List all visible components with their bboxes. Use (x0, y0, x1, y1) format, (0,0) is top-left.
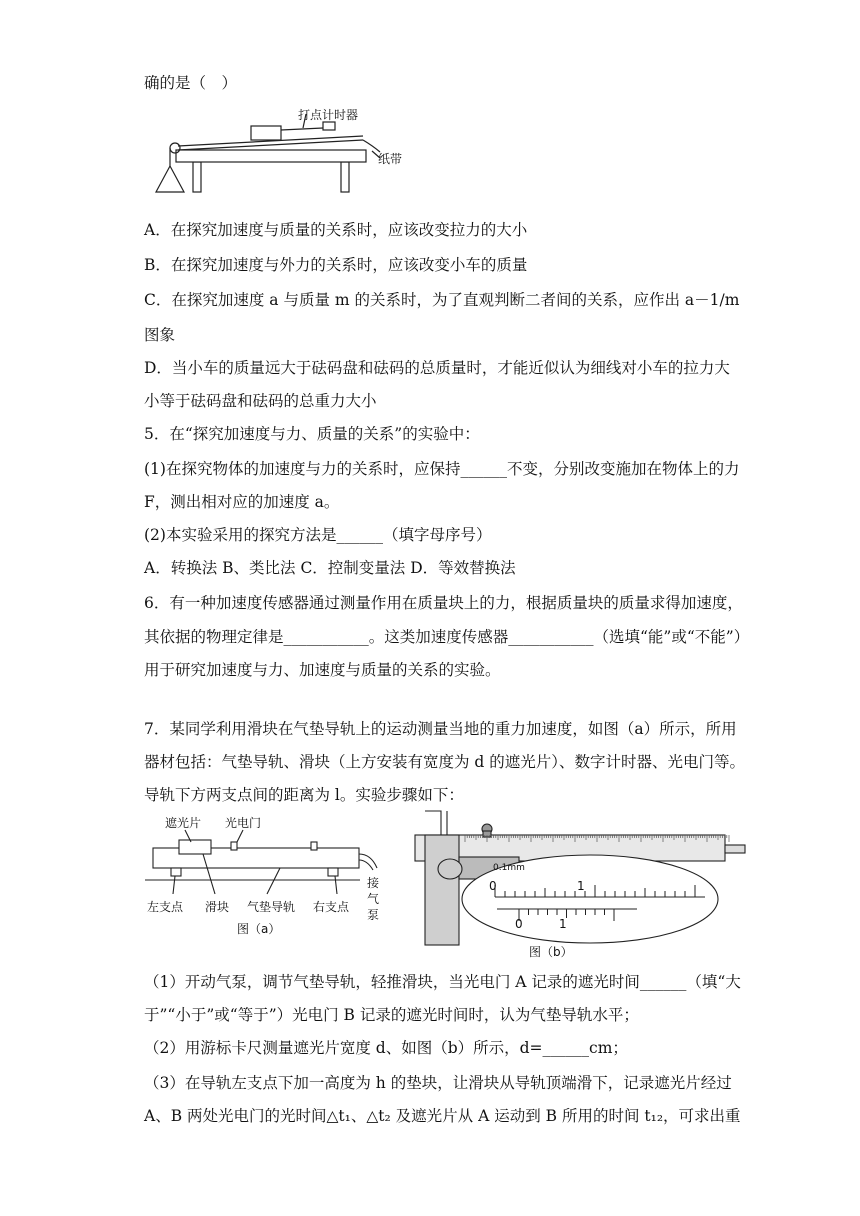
air-track-figure (145, 812, 395, 940)
option-d: D．当小车的质量远大于砝码盘和砝码的总质量时，才能近似认为细线对小车的拉力大 (144, 359, 730, 377)
q7-cont-2: 导轨下方两支点间的距离为 l。实验步骤如下： (144, 786, 464, 804)
q6-cont-2: 用于研究加速度与力、加速度与质量的关系的实验。 (144, 661, 501, 679)
option-d-cont: 小等于砝码盘和砝码的总重力大小 (144, 392, 377, 410)
q7-step3-cont: A、B 两处光电门的光时间△t₁、△t₂ 及遮光片从 A 运动到 B 所用的时间 t₁₂，可求出重 (144, 1107, 741, 1125)
q6-cont-1: 其依据的物理定律是___________。这类加速度传感器___________（选填“能”或“不能”） (144, 628, 750, 646)
option-c: C．在探究加速度 a 与质量 m 的关系时，为了直观判断二者间的关系，应作出 a－1/m (144, 291, 740, 309)
q7-cont-1: 器材包括：气垫导轨、滑块（上方安装有宽度为 d 的遮光片）、数字计时器、光电门等。 (144, 753, 746, 771)
main-one-label: 1 (577, 879, 585, 893)
q5-part1-cont: F，测出相对应的加速度 a。 (144, 493, 340, 511)
question-6: 6．有一种加速度传感器通过测量作用在质量块上的力，根据质量块的质量求得加速度， (144, 594, 743, 612)
question-5: 5．在“探究加速度与力、质量的关系”的实验中： (144, 425, 480, 443)
vernier-zero-label: 0 (515, 917, 523, 931)
label-air-track: 气垫导轨 (247, 900, 296, 914)
q7-step1: （1）开动气泵，调节气垫导轨，轻推滑块，当光电门 A 记录的遮光时间______（填“大 (144, 973, 741, 991)
q5-part1: (1)在探究物体的加速度与力的关系时，应保持______不变，分别改变施加在物体上的力 (144, 460, 740, 478)
q5-options: A．转换法 B、类比法 C．控制变量法 D．等效替换法 (144, 559, 516, 577)
q7-step3: （3）在导轨左支点下加一高度为 h 的垫块，让滑块从导轨顶端滑下，记录遮光片经过 (144, 1074, 732, 1092)
tape-label: 纸带 (378, 152, 403, 166)
option-a: A．在探究加速度与质量的关系时，应该改变拉力的大小 (144, 221, 528, 239)
label-pump-1: 接 (367, 876, 380, 890)
main-zero-label: 0 (489, 879, 497, 893)
figure-b-caption: 图（b） (529, 945, 573, 959)
text-line-1: 确的是（ ） (144, 74, 238, 92)
q7-step2: （2）用游标卡尺测量遮光片宽度 d、如图（b）所示，d=______cm； (144, 1039, 628, 1057)
question-7: 7．某同学利用滑块在气垫导轨上的运动测量当地的重力加速度，如图（a）所示，所用 (144, 720, 737, 738)
timer-label: 打点计时器 (298, 108, 359, 122)
label-pump-3: 泵 (367, 908, 380, 922)
label-right-support: 右支点 (313, 900, 350, 914)
vernier-caliper-figure (405, 805, 750, 963)
option-b: B．在探究加速度与外力的关系时，应该改变小车的质量 (144, 256, 528, 274)
label-shutter: 遮光片 (165, 816, 202, 830)
label-slider: 滑块 (205, 900, 230, 914)
figure-a-caption: 图（a） (237, 922, 281, 936)
label-pump-2: 气 (367, 892, 380, 906)
cart-track-figure (148, 106, 408, 198)
label-photogate: 光电门 (225, 816, 262, 830)
precision-label: 0.1mm (493, 863, 525, 873)
label-left-support: 左支点 (147, 900, 184, 914)
vernier-one-label: 1 (559, 917, 567, 931)
q7-step1-cont: 于”“小于”或“等于”）光电门 B 记录的遮光时间时，认为气垫导轨水平； (144, 1006, 639, 1024)
option-c-cont: 图象 (144, 326, 176, 344)
q5-part2: (2)本实验采用的探究方法是______（填字母序号） (144, 526, 492, 544)
